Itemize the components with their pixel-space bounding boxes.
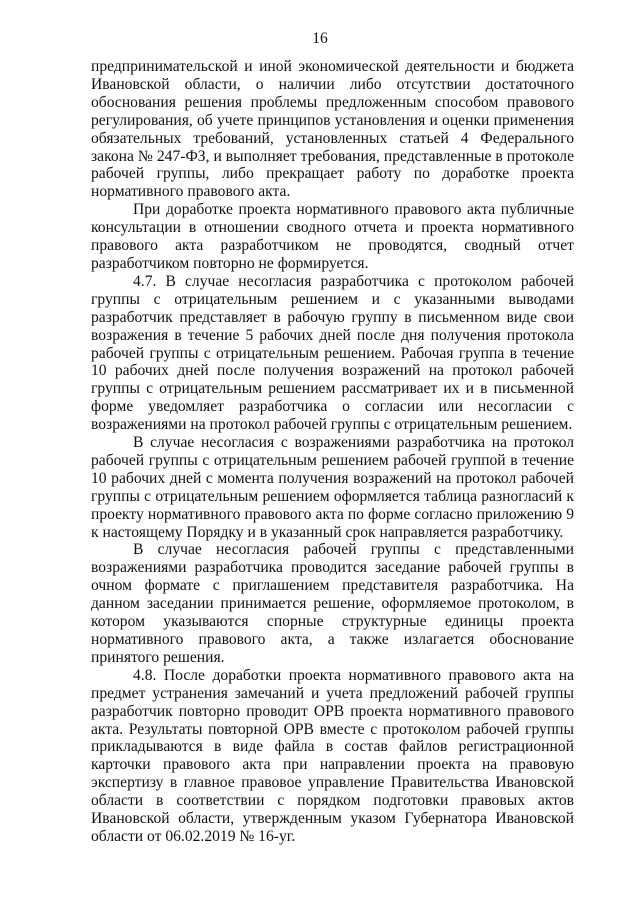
document-body [91,58,574,846]
page-number: 16 [312,30,328,47]
paragraph-section-4-7: 4.7. В случае несогласия разработчика с протоколом рабочей группы с отрицательным решением и с указанными выводами разработчик представляет в рабочую группу в письменном виде свои возражения в течение 5 рабочих дней после дня получения протокола рабочей группы с отрицательным решением. Рабочая группа в течение 10 рабочих дней после получения возражений на протокол рабочей группы с отрицательным решением рассматривает их и в письменной форме уведомляет разработчика о согласии или несогласии с возражениями на протокол рабочей группы с отрицательным решением. [91,272,574,434]
paragraph: В случае несогласия рабочей группы с представленными возражениями разработчика проводится заседание рабочей группы в очном формате с приглашением представителя разработчика. На данном заседании принимается решение, оформляемое протоколом, в котором указываются спорные структурные единицы проекта нормативного правового акта, а также излагается обоснование принятого решения. [91,541,574,666]
paragraph-section-4-8: 4.8. После доработки проекта нормативного правового акта на предмет устранения замечаний и учета предложений рабочей группы разработчик повторно проводит ОРВ проекта нормативного правового акта. Результаты повторной ОРВ вместе с протоколом рабочей группы прикладываются в виде файла в состав файлов регистрационной карточки правового акта при направлении проекта на правовую экспертизу в главное правовое управление Правительства Ивановской области в соответствии с порядком подготовки правовых актов Ивановской области, утвержденным указом Губернатора Ивановской области от 06.02.2019 № 16-уг. [91,666,574,845]
paragraph: предпринимательской и иной экономической деятельности и бюджета Ивановской области, о наличии либо отсутствии достаточного обоснования решения проблемы предложенным способом правового регулирования, об учете принципов установления и оценки применения обязательных требований, установленных статьей 4 Федерального закона № 247-ФЗ, и выполняет требования, представленные в протоколе рабочей группы, либо прекращает работу по доработке проекта нормативного правового акта. [91,58,574,201]
paragraph: При доработке проекта нормативного правового акта публичные консультации в отношении сводного отчета и проекта нормативного правового акта разработчиком не проводятся, сводный отчет разработчиком повторно не формируется. [91,201,574,272]
paragraph: В случае несогласия с возражениями разработчика на протокол рабочей группы с отрицательным решением рабочей группой в течение 10 рабочих дней с момента получения возражений на протокол рабочей группы с отрицательным решением оформляется таблица разногласий к проекту нормативного правового акта по форме согласно приложению 9 к настоящему Порядку и в указанный срок направляется разработчику. [91,434,574,541]
